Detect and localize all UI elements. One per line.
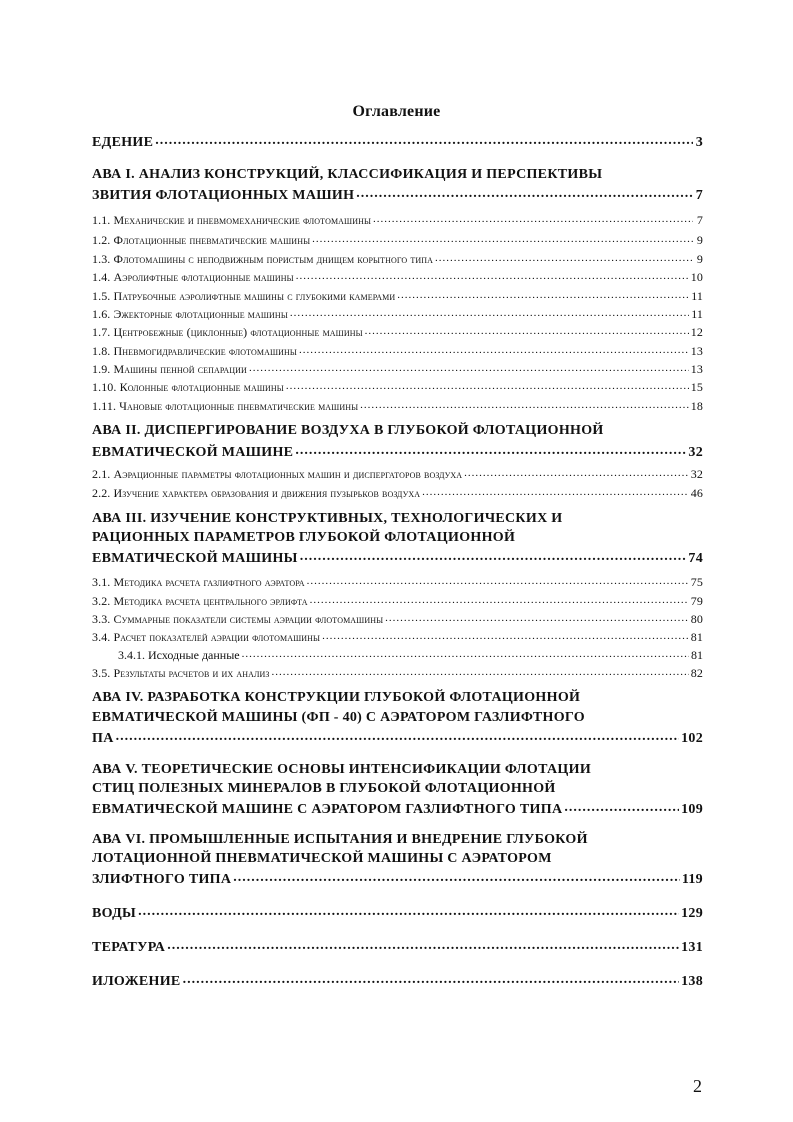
toc-entry-page: 79 (690, 594, 703, 608)
toc-entry-page: 81 (690, 630, 703, 644)
leader-dots (155, 131, 693, 150)
toc-entry-3-4[interactable] (92, 628, 703, 645)
toc-entry-label: ТЕРАТУРА (92, 940, 166, 955)
leader-dots (397, 287, 689, 303)
toc-entry-3-3[interactable] (92, 610, 703, 627)
toc-entry-page: 80 (690, 612, 703, 626)
leader-dots (310, 592, 689, 608)
toc-entry-label: 3.5. Результаты расчетов и их анализ (92, 666, 270, 680)
toc-entry-label: ЕДЕНИЕ (92, 135, 154, 150)
leader-dots (299, 342, 689, 358)
toc-entry-1-9[interactable] (92, 360, 703, 377)
toc-entry-page: 75 (690, 575, 703, 589)
toc-entry-label: ВОДЫ (92, 906, 137, 921)
leader-dots (373, 211, 693, 227)
toc-entry-label: 1.2. Флотационные пневматические машины (92, 233, 311, 247)
toc-entry-label: ИЛОЖЕНИЕ (92, 974, 181, 989)
toc-entry-page: 7 (695, 188, 703, 203)
toc-entry-chapter-1[interactable] (92, 184, 703, 205)
toc-entry-3-2[interactable] (92, 592, 703, 609)
toc-entry-label: ЕВМАТИЧЕСКОЙ МАШИНЕ (92, 445, 294, 460)
leader-dots (271, 664, 688, 680)
toc-entry-chapter-5[interactable] (92, 798, 703, 819)
toc-entry-page: 9 (696, 233, 703, 247)
toc-entry-3-4-1[interactable] (118, 646, 703, 663)
toc-chapter-6-line-1[interactable]: АВА VI. ПРОМЫШЛЕННЫЕ ИСПЫТАНИЯ И ВНЕДРЕНИЕ ГЛУБОКОЙ (92, 832, 588, 847)
toc-entry-label: ЗВИТИЯ ФЛОТАЦИОННЫХ МАШИН (92, 188, 355, 203)
toc-chapter-3-line-2[interactable]: РАЦИОННЫХ ПАРАМЕТРОВ ГЛУБОКОЙ ФЛОТАЦИОННОЙ (92, 530, 516, 545)
leader-dots (564, 798, 679, 817)
page-number: 2 (693, 1076, 702, 1096)
toc-entry-chapter-4[interactable] (92, 727, 703, 748)
toc-entry-1-3[interactable] (92, 250, 703, 267)
leader-dots (356, 184, 693, 203)
toc-entry-page: 74 (688, 551, 703, 566)
leader-dots (360, 397, 689, 413)
toc-entry-label: 3.2. Методика расчета центрального эрлифта (92, 594, 308, 608)
toc-entry-label: ЗЛИФТНОГО ТИПА (92, 872, 232, 887)
toc-entry-label: 1.5. Патрубочные аэролифтные машины с глубокими камерами (92, 289, 396, 303)
toc-entry-1-2[interactable] (92, 231, 703, 248)
toc-entry-1-1[interactable] (92, 211, 703, 228)
toc-chapter-1-line-1[interactable]: АВА I. АНАЛИЗ КОНСТРУКЦИЙ, КЛАССИФИКАЦИЯ И ПЕРСПЕКТИВЫ (92, 167, 603, 182)
toc-chapter-2-line-1[interactable]: АВА II. ДИСПЕРГИРОВАНИЕ ВОЗДУХА В ГЛУБОКОЙ ФЛОТАЦИОННОЙ (92, 423, 604, 438)
leader-dots (365, 323, 689, 339)
toc-entry-conclusions[interactable] (92, 902, 703, 923)
leader-dots (295, 441, 686, 460)
toc-entry-label: 1.11. Чановые флотационные пневматические машины (92, 399, 359, 413)
leader-dots (290, 305, 689, 321)
toc-entry-label: 2.2. Изучение характера образования и движения пузырьков воздуха (92, 486, 421, 500)
toc-entry-page: 3 (695, 135, 703, 150)
leader-dots (286, 378, 689, 394)
toc-entry-page: 82 (690, 666, 703, 680)
toc-entry-page: 119 (681, 872, 703, 887)
toc-entry-chapter-2[interactable] (92, 441, 703, 462)
leader-dots (116, 727, 679, 746)
leader-dots (183, 970, 680, 989)
toc-entry-page: 81 (691, 648, 703, 662)
toc-entry-1-4[interactable] (92, 268, 703, 285)
toc-entry-page: 9 (696, 252, 703, 266)
toc-entry-3-1[interactable] (92, 573, 703, 590)
toc-entry-page: 138 (681, 974, 703, 989)
toc-entry-2-1[interactable] (92, 465, 703, 482)
toc-chapter-5-line-2[interactable]: СТИЦ ПОЛЕЗНЫХ МИНЕРАЛОВ В ГЛУБОКОЙ ФЛОТАЦИОННОЙ (92, 781, 556, 796)
toc-entry-label: 1.10. Колонные флотационные машины (92, 380, 284, 394)
toc-entry-label: 3.1. Методика расчета газлифтного аэратора (92, 575, 305, 589)
toc-entry-chapter-6[interactable] (92, 868, 703, 889)
toc-entry-1-6[interactable] (92, 305, 703, 322)
toc-chapter-4-line-2[interactable]: ЕВМАТИЧЕСКОЙ МАШИНЫ (ФП - 40) С АЭРАТОРОМ ГАЗЛИФТНОГО (92, 710, 585, 725)
toc-entry-chapter-3[interactable] (92, 547, 703, 568)
toc-entry-label: 2.1. Аэрационные параметры флотационных машин и диспергаторов воздуха (92, 467, 463, 481)
toc-entry-1-8[interactable] (92, 342, 703, 359)
toc-entry-page: 129 (681, 906, 703, 921)
toc-entry-page: 12 (690, 325, 703, 339)
toc-entry-page: 15 (690, 380, 703, 394)
toc-entry-label: 3.3. Суммарные показатели системы аэрации флотомашины (92, 612, 384, 626)
leader-dots (464, 465, 689, 481)
toc-entry-label: ЕВМАТИЧЕСКОЙ МАШИНЫ (92, 551, 298, 566)
leader-dots (322, 628, 689, 644)
toc-entry-3-5[interactable] (92, 664, 703, 681)
toc-entry-label: 3.4. Расчет показателей аэрации флотомашины (92, 630, 321, 644)
toc-entry-page: 18 (690, 399, 703, 413)
toc-chapter-3-line-1[interactable]: АВА III. ИЗУЧЕНИЕ КОНСТРУКТИВНЫХ, ТЕХНОЛОГИЧЕСКИХ И (92, 511, 563, 526)
toc-entry-1-5[interactable] (92, 287, 703, 304)
leader-dots (435, 250, 693, 266)
leader-dots (249, 360, 689, 376)
toc-entry-label: ПА (92, 731, 114, 746)
toc-entry-label: 1.8. Пневмогидравлические флотомашины (92, 344, 297, 358)
toc-entry-label: 1.6. Эжекторные флотационные машины (92, 307, 288, 321)
toc-entry-page: 11 (691, 289, 703, 303)
toc-entry-page: 7 (696, 213, 703, 227)
toc-chapter-5-line-1[interactable]: АВА V. ТЕОРЕТИЧЕСКИЕ ОСНОВЫ ИНТЕНСИФИКАЦИИ ФЛОТАЦИИ (92, 762, 592, 777)
leader-dots (300, 547, 687, 566)
toc-entry-page: 13 (690, 344, 703, 358)
toc-entry-1-11[interactable] (92, 397, 703, 414)
toc-entry-page: 46 (690, 486, 703, 500)
toc-chapter-4-line-1[interactable]: АВА IV. РАЗРАБОТКА КОНСТРУКЦИИ ГЛУБОКОЙ ФЛОТАЦИОННОЙ (92, 690, 581, 705)
toc-entry-page: 102 (681, 731, 703, 746)
leader-dots (422, 484, 689, 500)
toc-entry-page: 13 (690, 362, 703, 376)
toc-entry-references[interactable] (92, 936, 703, 957)
toc-entry-1-10[interactable] (92, 378, 703, 395)
toc-entry-label: 1.7. Центробежные (циклонные) флотационные машины (92, 325, 363, 339)
toc-entry-label: 1.4. Аэролифтные флотационные машины (92, 270, 294, 284)
toc-entry-label: 1.9. Машины пенной сепарации (92, 362, 247, 376)
toc-entry-label: 1.3. Флотомашины с неподвижным пористым днищем корытного типа (92, 252, 433, 266)
toc-entry-label: 1.1. Механические и пневмомеханические флотомашины (92, 213, 372, 227)
leader-dots (307, 573, 689, 589)
toc-entry-1-7[interactable] (92, 323, 703, 340)
toc-entry-page: 32 (688, 445, 703, 460)
leader-dots (242, 646, 689, 662)
toc-entry-page: 11 (691, 307, 703, 321)
toc-entry-introduction[interactable] (92, 131, 703, 152)
leader-dots (312, 231, 693, 247)
toc-entry-page: 32 (690, 467, 703, 481)
page-title: Оглавление (352, 103, 441, 120)
toc-entry-page: 131 (681, 940, 703, 955)
leader-dots (167, 936, 679, 955)
leader-dots (138, 902, 679, 921)
toc-chapter-6-line-2[interactable]: ЛОТАЦИОННОЙ ПНЕВМАТИЧЕСКОЙ МАШИНЫ С АЭРАТОРОМ (92, 851, 552, 866)
leader-dots (233, 868, 680, 887)
toc-entry-appendix[interactable] (92, 970, 703, 991)
toc-entry-page: 10 (690, 270, 703, 284)
toc-entry-2-2[interactable] (92, 484, 703, 501)
toc-entry-label: 3.4.1. Исходные данные (118, 648, 240, 662)
leader-dots (296, 268, 689, 284)
toc-entry-label: ЕВМАТИЧЕСКОЙ МАШИНЕ С АЭРАТОРОМ ГАЗЛИФТНОГО ТИПА (92, 802, 563, 817)
toc-entry-page: 109 (681, 802, 703, 817)
leader-dots (385, 610, 689, 626)
